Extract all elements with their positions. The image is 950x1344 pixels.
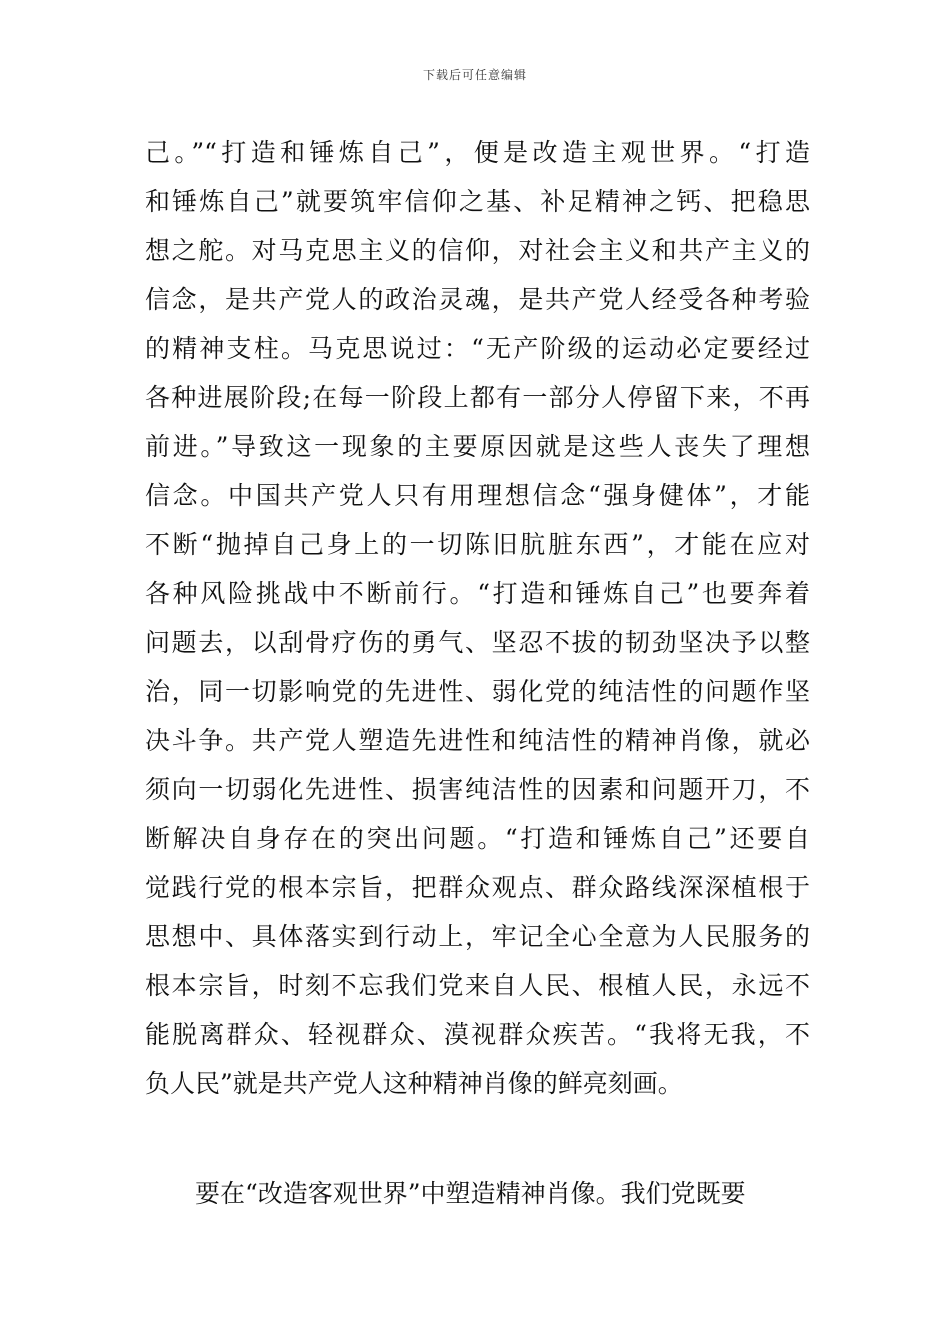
paragraph-1 bbox=[145, 128, 810, 1108]
paragraph-line: 负人民”就是共产党人这种精神肖像的鲜亮刻画。 bbox=[145, 1069, 683, 1098]
paragraph-line: 觉践行党的根本宗旨，把群众观点、群众路线深深植根于 bbox=[145, 873, 810, 902]
paragraph-line: 断解决自身存在的突出问题。“打造和锤炼自己”还要自 bbox=[145, 824, 810, 853]
paragraph-line: 须向一切弱化先进性、损害纯洁性的因素和问题开刀，不 bbox=[145, 775, 810, 804]
page-header: 下载后可任意编辑 bbox=[422, 68, 527, 82]
paragraph-line: 能脱离群众、轻视群众、漠视群众疾苦。“我将无我，不 bbox=[145, 1020, 810, 1049]
paragraph-line: 思想中、具体落实到行动上，牢记全心全意为人民服务的 bbox=[145, 922, 810, 951]
paragraph-line: 信念。中国共产党人只有用理想信念“强身健体”，才能 bbox=[145, 481, 810, 510]
paragraph-line: 治，同一切影响党的先进性、弱化党的纯洁性的问题作坚 bbox=[145, 677, 810, 706]
paragraph-2 bbox=[145, 1169, 810, 1218]
paragraph-line: 要在“改造客观世界”中塑造精神肖像。我们党既要 bbox=[195, 1179, 746, 1208]
paragraph-line: 根本宗旨，时刻不忘我们党来自人民、根植人民，永远不 bbox=[145, 971, 810, 1000]
paragraph-line: 的精神支柱。马克思说过：“无产阶级的运动必定要经过 bbox=[145, 334, 810, 363]
paragraph-line: 前进。”导致这一现象的主要原因就是这些人丧失了理想 bbox=[145, 432, 810, 461]
paragraph-line: 己。”“打造和锤炼自己”，便是改造主观世界。“打造 bbox=[145, 138, 810, 167]
paragraph-line: 想之舵。对马克思主义的信仰，对社会主义和共产主义的 bbox=[145, 236, 810, 265]
paragraph-line: 和锤炼自己”就要筑牢信仰之基、补足精神之钙、把稳思 bbox=[145, 187, 810, 216]
paragraph-line: 信念，是共产党人的政治灵魂，是共产党人经受各种考验 bbox=[145, 285, 810, 314]
paragraph-line: 各种进展阶段;在每一阶段上都有一部分人停留下来，不再 bbox=[145, 383, 810, 412]
paragraph-line: 问题去，以刮骨疗伤的勇气、坚忍不拔的韧劲坚决予以整 bbox=[145, 628, 810, 657]
paragraph-line: 各种风险挑战中不断前行。“打造和锤炼自己”也要奔着 bbox=[145, 579, 810, 608]
paragraph-line: 不断“抛掉自己身上的一切陈旧肮脏东西”，才能在应对 bbox=[145, 530, 810, 559]
paragraph-line: 决斗争。共产党人塑造先进性和纯洁性的精神肖像，就必 bbox=[145, 726, 810, 755]
